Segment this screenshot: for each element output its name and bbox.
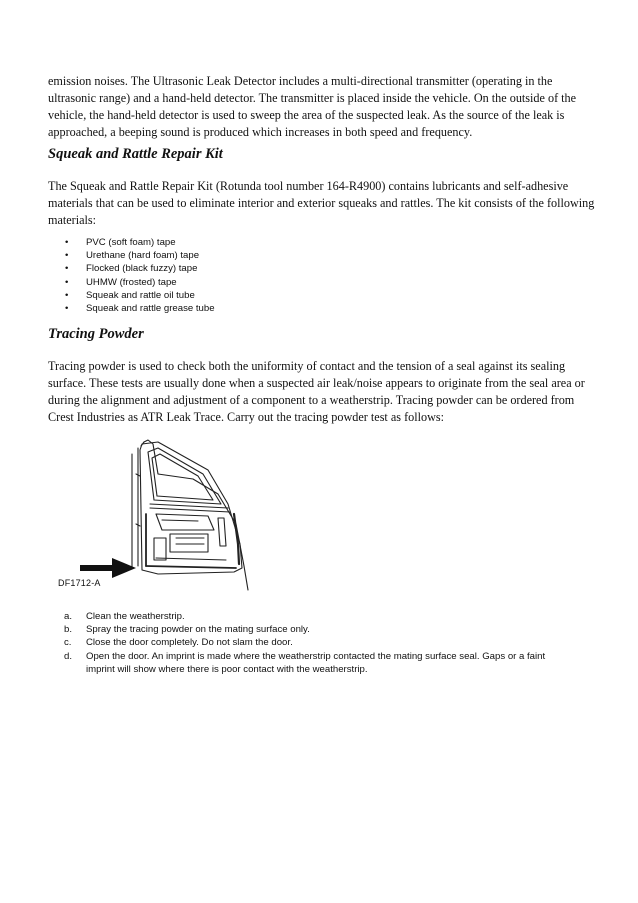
step-text: Clean the weatherstrip. bbox=[86, 611, 185, 622]
list-item-label: UHMW (frosted) tape bbox=[86, 276, 177, 288]
tracing-powder-heading: Tracing Powder bbox=[48, 326, 144, 342]
list-item-label: Squeak and rattle oil tube bbox=[86, 289, 195, 301]
squeak-rattle-paragraph bbox=[48, 178, 608, 229]
intro-line: approached, a beeping sound is produced which increases in both speed and frequency. bbox=[48, 125, 473, 139]
bullet-glyph: • bbox=[65, 276, 69, 288]
intro-paragraph bbox=[48, 73, 608, 141]
step-marker: a. bbox=[64, 611, 73, 622]
intro-line: ultrasonic range) and a hand-held detector. The transmitter is placed inside the vehicle. On the outside of the bbox=[48, 91, 577, 105]
squeak-line: The Squeak and Rattle Repair Kit (Rotunda tool number 164-R4900) contains lubricants and self-adhesive bbox=[48, 179, 569, 193]
step-marker: d. bbox=[64, 650, 73, 662]
squeak-line: materials that can be used to eliminate interior and exterior squeaks and rattles. The kit consists of the following bbox=[48, 196, 595, 210]
list-item-label: Flocked (black fuzzy) tape bbox=[86, 263, 198, 275]
list-item bbox=[48, 249, 215, 262]
list-item bbox=[48, 289, 215, 302]
bullet-glyph: • bbox=[65, 263, 69, 275]
tracing-steps-list bbox=[48, 610, 608, 676]
list-item-label: Squeak and rattle grease tube bbox=[86, 303, 215, 315]
materials-list bbox=[48, 236, 215, 315]
list-item-label: Urethane (hard foam) tape bbox=[86, 250, 200, 262]
list-item bbox=[48, 276, 215, 289]
step-text: Open the door. An imprint is made where the weatherstrip contacted the mating surface seal. Gaps or a faint bbox=[86, 650, 546, 662]
pointer-arrow-icon bbox=[80, 558, 136, 578]
squeak-rattle-heading: Squeak and Rattle Repair Kit bbox=[48, 146, 223, 162]
intro-line: vehicle, the hand-held detector is used to sweep the area of the suspected leak. As the source of the leak is bbox=[48, 108, 565, 122]
step-marker: c. bbox=[64, 637, 72, 649]
tracing-line: Crest Industries as ATR Leak Trace. Carry out the tracing powder test as follows: bbox=[48, 410, 445, 424]
squeak-line: materials: bbox=[48, 213, 97, 227]
list-item bbox=[48, 236, 215, 249]
tracing-line: surface. These tests are usually done when a suspected air leak/noise appears to originate from the seal area or bbox=[48, 376, 585, 390]
figure-label: DF1712-A bbox=[58, 578, 101, 588]
step-marker: b. bbox=[64, 624, 73, 636]
step-item bbox=[48, 636, 608, 649]
step-text: Close the door completely. Do not slam the door. bbox=[86, 637, 293, 649]
list-item-label: PVC (soft foam) tape bbox=[86, 237, 176, 248]
tracing-powder-paragraph bbox=[48, 358, 608, 426]
tracing-line: during the alignment and adjustment of a component to a weatherstrip. Tracing powder can be ordered from bbox=[48, 393, 575, 407]
step-item bbox=[48, 610, 608, 623]
bullet-glyph: • bbox=[65, 303, 69, 315]
bullet-glyph: • bbox=[65, 289, 69, 301]
intro-line: emission noises. The Ultrasonic Leak Detector includes a multi-directional transmitter (operating in the bbox=[48, 74, 553, 88]
step-item bbox=[48, 650, 608, 676]
tracing-line: Tracing powder is used to check both the uniformity of contact and the tension of a seal against its sealing bbox=[48, 359, 566, 373]
list-item bbox=[48, 262, 215, 275]
list-item bbox=[48, 302, 215, 315]
bullet-glyph: • bbox=[65, 250, 69, 262]
door-weatherstrip-illustration bbox=[58, 434, 278, 594]
step-item bbox=[48, 623, 608, 636]
door-diagram bbox=[58, 434, 278, 594]
bullet-glyph: • bbox=[65, 237, 69, 248]
step-text-continued: imprint will show where there is poor contact with the weatherstrip. bbox=[86, 663, 368, 675]
step-text: Spray the tracing powder on the mating surface only. bbox=[86, 624, 310, 636]
